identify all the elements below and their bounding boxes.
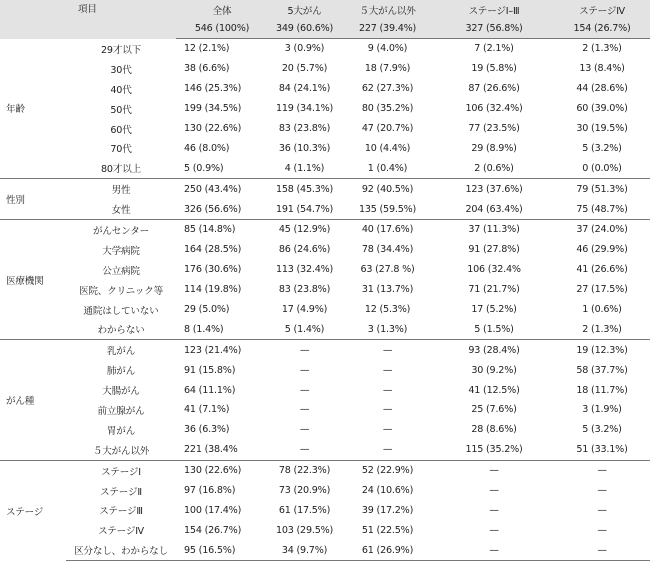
value-cell: 73 (20.9%): [278, 485, 331, 497]
value-cell: 2 (1.3%): [582, 323, 622, 335]
table-row: [0, 240, 650, 260]
value-cell: 3 (1.3%): [367, 323, 408, 335]
table-row: [0, 500, 650, 520]
value-cell: —: [489, 504, 499, 516]
col-header-stage4: ステージⅣ: [554, 0, 650, 19]
value-cell: 17 (4.9%): [281, 304, 328, 316]
value-cell: —: [382, 384, 393, 396]
table-row: [0, 138, 650, 158]
value-cell: 7 (2.1%): [474, 43, 514, 55]
value-cell: 40 (17.6%): [341, 220, 434, 240]
subcategory-label: 29才以下: [101, 44, 141, 56]
subcategory-label: わからない: [97, 325, 145, 337]
value-cell: 119 (34.1%): [275, 103, 334, 115]
value-cell: 123 (37.6%): [434, 179, 554, 199]
category-label: 医療機関: [0, 220, 66, 340]
subcategory-label: ステージⅢ: [99, 506, 143, 518]
value-cell: 47 (20.7%): [361, 123, 414, 134]
value-cell: 114 (19.8%): [184, 284, 242, 296]
value-cell: 8 (1.4%): [184, 323, 224, 335]
value-cell: —: [299, 444, 310, 456]
value-cell: 91 (27.8%): [468, 244, 520, 256]
value-cell: 41 (26.6%): [576, 264, 628, 276]
subcategory-label: 30代: [110, 64, 132, 76]
value-cell: 62 (27.3%): [361, 83, 414, 95]
subcategory-label: 60代: [110, 124, 132, 136]
value-cell: 130 (22.6%): [184, 123, 242, 134]
value-cell: —: [382, 424, 393, 436]
subcategory-label: 胃がん: [106, 425, 136, 437]
value-cell: —: [434, 540, 554, 560]
value-cell: 39 (17.2%): [361, 504, 414, 516]
value-cell: 77 (23.5%): [468, 123, 520, 134]
value-cell: 19 (5.8%): [471, 63, 517, 75]
value-cell: 20 (5.7%): [281, 63, 328, 75]
value-cell: 326 (56.6%): [184, 203, 242, 215]
subcategory-label: 70代: [110, 144, 132, 156]
value-cell: 13 (8.4%): [579, 63, 625, 75]
value-cell: 12 (2.1%): [184, 43, 230, 55]
value-cell: 97 (16.8%): [184, 485, 236, 497]
category-label: がん種: [0, 340, 66, 460]
value-cell: 158 (45.3%): [268, 179, 341, 199]
value-cell: 146 (25.3%): [184, 83, 242, 95]
value-cell: —: [597, 504, 607, 516]
value-cell: 130 (22.6%): [176, 460, 268, 480]
value-cell: 199 (34.5%): [184, 103, 242, 115]
value-cell: —: [341, 340, 434, 360]
value-cell: 92 (40.5%): [341, 179, 434, 199]
value-cell: 79 (51.3%): [554, 179, 650, 199]
value-cell: 100 (17.4%): [184, 504, 242, 516]
table-row: [0, 380, 650, 400]
subcategory-label: 通院はしていない: [83, 305, 159, 317]
value-cell: 64 (11.1%): [184, 384, 236, 396]
value-cell: 5 (3.2%): [582, 142, 622, 154]
subcategory-label: 50代: [110, 104, 132, 116]
subcategory-label: がんセンター: [66, 220, 176, 240]
subcategory-label: 公立病院: [102, 265, 140, 277]
value-cell: 1 (0.6%): [582, 304, 622, 316]
value-cell: 60 (39.0%): [576, 103, 628, 115]
subcategory-label: 40代: [110, 84, 132, 96]
table-row: [0, 39, 650, 59]
subcategory-label: ５大がん以外: [92, 445, 150, 457]
value-cell: 29 (5.0%): [184, 304, 230, 316]
table-row: [0, 400, 650, 420]
value-cell: 83 (23.8%): [278, 123, 331, 134]
value-cell: 18 (11.7%): [576, 384, 628, 396]
value-cell: —: [268, 340, 341, 360]
value-cell: 80 (35.2%): [361, 103, 414, 115]
value-cell: 37 (24.0%): [554, 220, 650, 240]
value-cell: 106 (32.4%: [467, 264, 521, 276]
value-cell: —: [597, 485, 607, 497]
value-cell: 12 (5.3%): [364, 304, 411, 316]
value-cell: —: [382, 444, 393, 456]
subcategory-label: 前立腺がん: [97, 405, 145, 417]
value-cell: 75 (48.7%): [576, 203, 628, 215]
value-cell: 9 (4.0%): [367, 43, 408, 55]
value-cell: 71 (21.7%): [468, 284, 520, 296]
value-cell: —: [299, 364, 310, 376]
value-cell: 221 (38.4%: [184, 444, 238, 456]
value-cell: —: [434, 460, 554, 480]
value-cell: 91 (15.8%): [184, 364, 236, 376]
value-cell: 2 (0.6%): [474, 162, 514, 174]
table-row: [0, 360, 650, 380]
count-non-top5: 227 (39.4%): [341, 19, 434, 39]
value-cell: 191 (54.7%): [275, 203, 334, 215]
value-cell: 135 (59.5%): [358, 203, 417, 215]
value-cell: —: [382, 404, 393, 416]
value-cell: 25 (7.6%): [471, 404, 517, 416]
value-cell: —: [299, 404, 310, 416]
value-cell: 83 (23.8%): [278, 284, 331, 296]
subcategory-label: 肺がん: [106, 366, 136, 378]
value-cell: —: [382, 364, 393, 376]
value-cell: 51 (33.1%): [576, 444, 628, 456]
value-cell: 2 (1.3%): [582, 43, 622, 55]
count-stage1-3: 327 (56.8%): [434, 19, 554, 39]
value-cell: 113 (32.4%): [275, 264, 334, 276]
col-header-top5: 5大がん: [268, 0, 341, 19]
subcategory-label: 女性: [111, 205, 131, 217]
count-top5: 349 (60.6%): [268, 19, 341, 39]
value-cell: 154 (26.7%): [184, 524, 242, 536]
value-cell: 86 (24.6%): [278, 244, 331, 256]
table-row: [0, 540, 650, 560]
value-cell: 1 (0.4%): [367, 162, 408, 174]
value-cell: 52 (22.9%): [341, 460, 434, 480]
table-row: [0, 199, 650, 219]
col-header-stage1-3: ステージⅠ–Ⅲ: [434, 0, 554, 19]
value-cell: 5 (3.2%): [582, 424, 622, 436]
value-cell: 95 (16.5%): [176, 540, 268, 560]
value-cell: 51 (22.5%): [361, 524, 414, 536]
value-cell: —: [299, 384, 310, 396]
table-row: [0, 460, 650, 480]
value-cell: 123 (21.4%): [176, 340, 268, 360]
value-cell: 3 (1.9%): [582, 404, 622, 416]
value-cell: —: [489, 485, 499, 497]
subcategory-label: 区分なし、わからなし: [66, 540, 176, 560]
value-cell: 37 (11.3%): [434, 220, 554, 240]
value-cell: 176 (30.6%): [184, 264, 242, 276]
table-row: [0, 59, 650, 79]
value-cell: 31 (13.7%): [361, 284, 414, 296]
value-cell: —: [489, 524, 499, 536]
value-cell: 0 (0.0%): [582, 162, 622, 174]
table-row: [0, 319, 650, 339]
subcategory-label: 医院、クリニック等: [79, 285, 163, 297]
value-cell: 41 (12.5%): [468, 384, 520, 396]
subcategory-label: 乳がん: [66, 340, 176, 360]
value-cell: 115 (35.2%): [465, 444, 523, 456]
value-cell: 44 (28.6%): [576, 83, 628, 95]
subcategory-label: 男性: [66, 179, 176, 199]
item-header: 項目: [0, 0, 176, 39]
category-label: ステージ: [0, 460, 66, 560]
value-cell: 46 (29.9%): [576, 244, 628, 256]
value-cell: 34 (9.7%): [268, 540, 341, 560]
value-cell: 78 (34.4%): [361, 244, 414, 256]
table-row: [0, 260, 650, 280]
value-cell: 45 (12.9%): [268, 220, 341, 240]
value-cell: 78 (22.3%): [268, 460, 341, 480]
table-body: [0, 39, 650, 561]
subcategory-label: 大学病院: [102, 245, 140, 257]
value-cell: 3 (0.9%): [284, 43, 325, 55]
subcategory-label: ステージⅣ: [98, 526, 144, 538]
subcategory-label: 80才以上: [101, 164, 141, 176]
table-row: [0, 119, 650, 139]
value-cell: 4 (1.1%): [284, 162, 325, 174]
value-cell: 93 (28.4%): [434, 340, 554, 360]
value-cell: 5 (1.4%): [284, 323, 325, 335]
category-label: 年齢: [0, 39, 66, 179]
value-cell: 46 (8.0%): [184, 142, 230, 154]
value-cell: 164 (28.5%): [184, 244, 242, 256]
col-header-total: 全体: [176, 0, 268, 19]
value-cell: 63 (27.8 %): [360, 264, 415, 276]
value-cell: 106 (32.4%): [465, 103, 523, 115]
value-cell: 61 (26.9%): [341, 540, 434, 560]
col-header-non-top5: ５大がん以外: [341, 0, 434, 19]
value-cell: 36 (10.3%): [278, 142, 331, 154]
value-cell: 30 (9.2%): [471, 364, 517, 376]
subcategory-label: ステージⅠ: [66, 460, 176, 480]
value-cell: —: [597, 524, 607, 536]
value-cell: 5 (1.5%): [474, 323, 514, 335]
table-row: [0, 420, 650, 440]
table-row: [0, 220, 650, 240]
category-label: 性別: [0, 179, 66, 220]
table-row: [0, 340, 650, 360]
value-cell: —: [299, 424, 310, 436]
value-cell: 5 (0.9%): [184, 162, 224, 174]
value-cell: 19 (12.3%): [554, 340, 650, 360]
value-cell: 28 (8.6%): [471, 424, 517, 436]
value-cell: —: [554, 540, 650, 560]
value-cell: 250 (43.4%): [176, 179, 268, 199]
value-cell: 85 (14.8%): [176, 220, 268, 240]
count-total: 546 (100%): [176, 19, 268, 39]
table-row: [0, 520, 650, 540]
table-row: [0, 440, 650, 460]
value-cell: 103 (29.5%): [275, 524, 334, 536]
table-row: [0, 79, 650, 99]
header-row-labels: [0, 0, 650, 19]
count-stage4: 154 (26.7%): [554, 19, 650, 39]
value-cell: 27 (17.5%): [576, 284, 628, 296]
value-cell: 24 (10.6%): [361, 485, 414, 497]
value-cell: 41 (7.1%): [184, 404, 230, 416]
table-row: [0, 280, 650, 300]
value-cell: 36 (6.3%): [184, 424, 230, 436]
subcategory-label: ステージⅡ: [100, 486, 142, 498]
table-row: [0, 99, 650, 119]
value-cell: 84 (24.1%): [278, 83, 331, 95]
value-cell: 61 (17.5%): [278, 504, 331, 516]
table-row: [0, 481, 650, 501]
value-cell: 204 (63.4%): [465, 203, 523, 215]
value-cell: 87 (26.6%): [468, 83, 520, 95]
table-row: [0, 179, 650, 199]
value-cell: 18 (7.9%): [364, 63, 411, 75]
table-row: [0, 300, 650, 320]
value-cell: 29 (8.9%): [471, 142, 517, 154]
value-cell: 10 (4.4%): [364, 142, 411, 154]
value-cell: 17 (5.2%): [471, 304, 517, 316]
value-cell: 30 (19.5%): [576, 123, 628, 134]
table-row: [0, 158, 650, 178]
value-cell: 58 (37.7%): [576, 364, 628, 376]
value-cell: 38 (6.6%): [184, 63, 230, 75]
value-cell: —: [554, 460, 650, 480]
subcategory-label: 大腸がん: [102, 386, 140, 398]
